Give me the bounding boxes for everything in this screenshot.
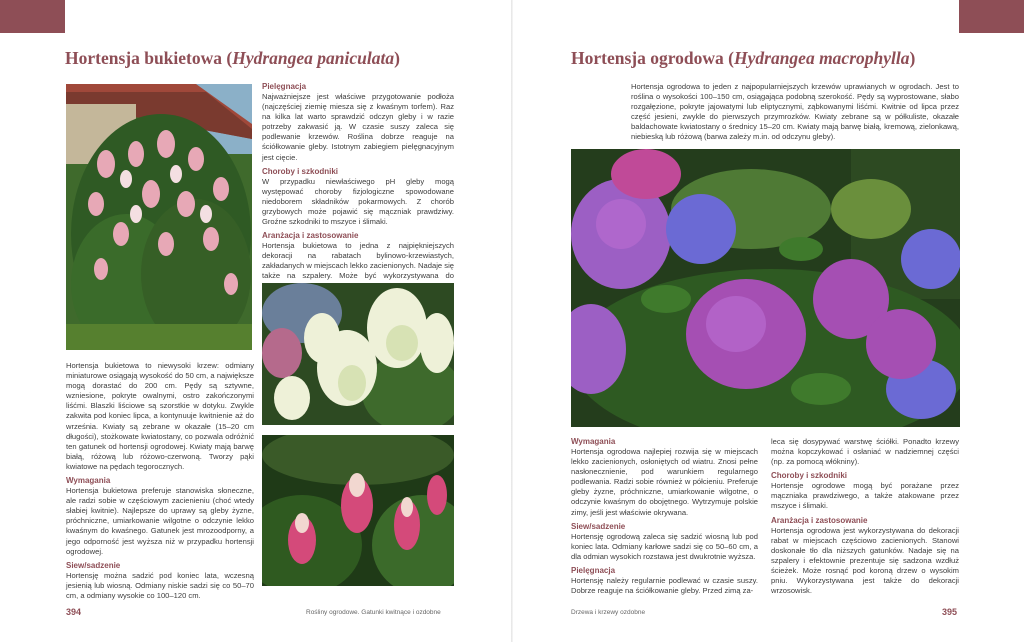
- intro-paragraph: Hortensja bukietowa to niewysoki krzew: odmiany miniaturowe osiągają wysokość do 50 cm, a największe mogą dorastać do 200 cm. Pędy są sztywne, wzniesione, pokryte owalnymi, ostro zakończonymi liśćmi. Blaszki liściowe są szorstkie w dotyku. Zwykle zakwita pod koniec lipca, a kontynuuje kwitnienie aż do września. Kwiaty są zebrane w okazałe (15–20 cm długości), stożkowate kwiatostany, co pozwala odróżnić ten gatunek od hortensji ogrodowej. Kwiaty mają barwę białą, różową lub różowo-czerwoną. Tworzy pąki kwiatowe na pędach tegorocznych.: [66, 361, 254, 471]
- photo-hydrangea-paniculata-shrub: [66, 84, 252, 350]
- running-footer-right: Drzewa i krzewy ozdobne: [571, 609, 646, 616]
- section-heading: Pielęgnacja: [571, 565, 616, 575]
- section-body: Hortensja ogrodowa najlepiej rozwija się w miejscach lekko zacienionych, osłoniętych od wiatru. Znosi pełne nasłonecznienie, pod warunkiem regularnego podlewania. Radzi sobie również w półcieniu. Preferuje gleby żyzne, próchniczne, umiarkowanie wilgotne, o odczynie kwaśnym do obojętnego. Wytrzymuje polskie zimy, jeśli jest właściwie okrywana.: [571, 447, 758, 517]
- right-page-tab: [959, 0, 1024, 33]
- page-number-left: 394: [66, 607, 82, 617]
- section-heading: Aranżacja i zastosowanie: [262, 231, 359, 241]
- section-body: W przypadku niewłaściwego pH gleby mogą występować choroby fizjologiczne spowodowane niedoborem składników pokarmowych. Z chorób grzybowych może pojawić się mączniak prawdziwy. Groźne szkodniki to mszyce i ślimaki.: [262, 176, 454, 227]
- right-page-intro: [631, 82, 959, 143]
- section-heading: Siew/sadzenie: [571, 521, 626, 531]
- section-body: Hortensję ogrodową zaleca się sadzić wiosną lub pod koniec lata. Odmiany karłowe sadzi się co 50–60 cm, a dla odmian wysokich rozstawa jest dwukrotnie wyższa.: [571, 531, 758, 561]
- section-heading: Wymagania: [66, 476, 111, 486]
- section-heading: Wymagania: [571, 437, 616, 446]
- section-heading: Aranżacja i zastosowanie: [771, 515, 868, 525]
- running-footer-left: Rośliny ogrodowe. Gatunki kwitnące i ozdobne: [306, 609, 441, 616]
- left-page-column-left: [66, 361, 254, 601]
- right-page-column-left: [571, 437, 758, 596]
- photo-white-panicle-flowers: [262, 283, 454, 425]
- section-body: Hortensję można sadzić pod koniec lata, wczesną jesienią lub wiosną. Odmiany niskie sadzi się co 50–70 cm, a odmiany wysokie co 100–120 cm.: [66, 570, 254, 600]
- right-page-title: Hortensja ogrodowa (Hydrangea macrophylla): [571, 48, 916, 68]
- left-page-tab: [0, 0, 65, 33]
- section-body: Najważniejsze jest właściwe przygotowanie podłoża (najczęściej ziemię miesza się z kwaśnym torfem). Raz na kilka lat warto sprawdzić odczyn gleby i w razie potrzeby zakwasić ją. W czasie suszy zaleca się podlewanie krzewów. Roślina dobrze reaguje na ściółkowanie gleby. Istotnym zabiegiem pielęgnacyjnym jest cięcie.: [262, 92, 454, 162]
- photo-pink-panicle-flowers: [262, 435, 454, 586]
- page-number-right: 395: [942, 607, 958, 617]
- right-page-column-right: [771, 437, 959, 596]
- section-heading: Siew/sadzenie: [66, 560, 121, 570]
- section-body: Hortensje ogrodowe mogą być porażane przez mączniaka prawdziwego, a także atakowane przez mszyce i ślimaki.: [771, 481, 959, 511]
- section-heading: Choroby i szkodniki: [771, 471, 848, 481]
- section-body: Hortensja bukietowa to jedna z najpiękniejszych dekoracji na rabatach bylinowo-krzewiastych, zakładanych w miejscach lekko zacienionych. Nadaje się także na szpalery. Może być wykorzystywana do: [262, 241, 454, 281]
- book-spine: [511, 0, 513, 642]
- photo-hydrangea-macrophylla: [571, 149, 960, 427]
- left-page-column-right: [262, 82, 454, 292]
- section-body: Hortensję należy regularnie podlewać w czasie suszy. Dobrze reaguje na ściółkowanie gleby. Przed zimą za-: [571, 575, 758, 596]
- section-heading: Pielęgnacja: [262, 82, 307, 91]
- left-page-title: Hortensja bukietowa (Hydrangea paniculata): [65, 48, 400, 68]
- section-body-continued: leca się dosypywać warstwę ściółki. Ponadto krzewy można kopczykować i osłaniać w nadziemnej części (np. za pomocą włókniny).: [771, 437, 959, 467]
- intro-paragraph: Hortensja ogrodowa to jeden z najpopularniejszych krzewów uprawianych w ogrodach. Jest to roślina o wysokości 100–150 cm, osiągająca podobną szerokość. Pędy są wyprostowane, słabo rozgałęzione, pokryte jajowatymi lub eliptycznymi, ząbkowanymi liśćmi. Kwitnie od lipca przez część jesieni, zwykle do pierwszych przymrozków. Kwiaty zebrane są w półkuliste, okazałe baldachowate kwiatostany o średnicy 15–20 cm. Kwiaty mają barwę białą, kremową, zielonkawą, niebieską lub różową (barwa zależy m.in. od odczynu gleby).: [631, 82, 959, 142]
- section-heading: Choroby i szkodniki: [262, 166, 339, 176]
- section-body: Hortensja bukietowa preferuje stanowiska słoneczne, ale radzi sobie w częściowym zacienieniu (choć wtedy słabiej kwitnie). Najlepsze do uprawy są gleby żyzne, próchniczne, umiarkowanie wilgotne o odczynie lekko kwaśnym do kwaśnego. Gatunek jest mrozoodporny, a jego odporność jest wyższa niż w przypadku hortensji ogrodowej.: [66, 486, 254, 556]
- section-body: Hortensja ogrodowa jest wykorzystywana do dekoracji rabat w miejscach częściowo zacienionych. Stanowi doskonałe tło dla niższych gatunków. Nadaje się na szpalery i efektownie prezentuje się sadzona wzdłuż ścieżek. Może rosnąć pod koroną drzew o wysokim pniu. Wykorzystywana jest także do dekoracji wrzosowisk.: [771, 525, 959, 596]
